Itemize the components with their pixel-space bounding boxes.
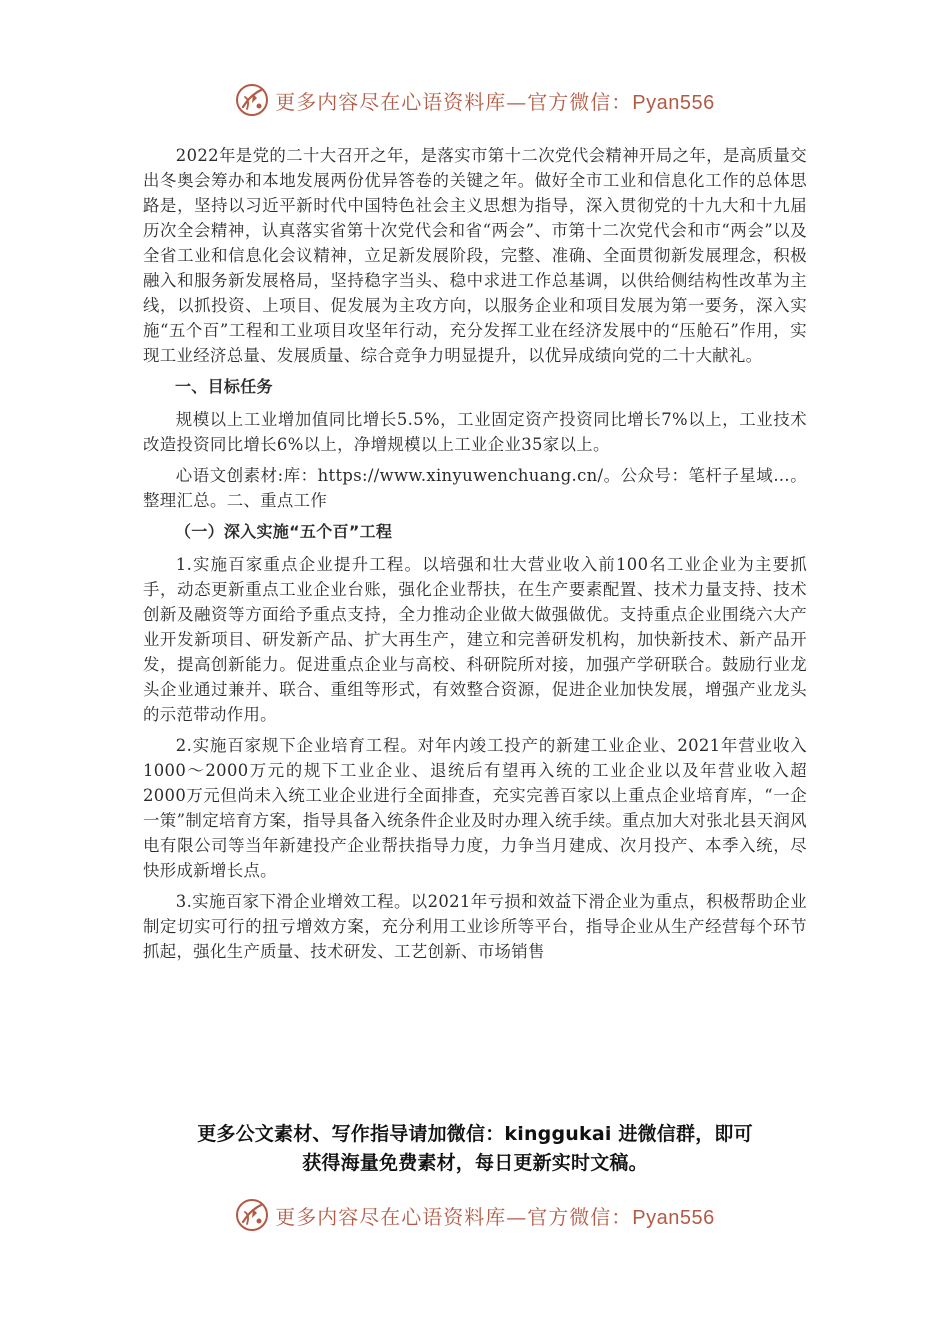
item-3-paragraph: 3.实施百家下滑企业增效工程。以2021年亏损和效益下滑企业为重点，积极帮助企业制定切实可行的扭亏增效方案，充分利用工业诊所等平台，指导企业从生产经营每个环节抓起，强化生产质量、技术研发、工艺创新、市场销售 — [143, 892, 807, 961]
header-banner — [0, 80, 950, 120]
source-note-paragraph: 心语文创素材:库：https://www.xinyuwenchuang.cn/。公众号：笔杆子星域…。整理汇总。二、重点工作 — [143, 466, 807, 510]
banner-text — [275, 1201, 714, 1230]
banner-wechat-id: Pyan556 — [632, 1206, 715, 1229]
item-2-paragraph: 2.实施百家规下企业培育工程。对年内竣工投产的新建工业企业、2021年营业收入1000～2000万元的规下工业企业、退统后有望再入统的工业企业以及年营业收入超2000万元但尚未入统工业企业进行全面排查，充实完善百家以上重点企业培育库，“一企一策”制定培育方案，指导具备入统条件企业及时办理入统手续。重点加大对张北县天润风电有限公司等当年新建投产企业帮扶指导力度，力争当月建成、次月投产、本季入统，尽快形成新增长点。 — [143, 736, 807, 880]
banner-text — [275, 86, 714, 115]
promo-notice — [143, 1120, 807, 1178]
banner-label: 更多内容尽在心语资料库—官方微信： — [275, 89, 633, 114]
banner-label: 更多内容尽在心语资料库—官方微信： — [275, 1204, 633, 1229]
section-heading-goals: 一、目标任务 — [175, 377, 273, 396]
intro-paragraph: 2022年是党的二十大召开之年，是落实市第十二次党代会精神开局之年，是高质量交出冬奥会筹办和本地发展两份优异答卷的关键之年。做好全市工业和信息化工作的总体思路是，坚持以习近平新时代中国特色社会主义思想为指导，深入贯彻党的十九大和十九届历次全会精神，认真落实省第十次党代会和省“两会”、市第十二次党代会和市“两会”以及全省工业和信息化会议精神，立足新发展阶段，完整、准确、全面贯彻新发展理念，积极融入和服务新发展格局，坚持稳字当头、稳中求进工作总基调，以供给侧结构性改革为主线，以抓投资、上项目、促发展为主攻方向，以服务企业和项目发展为第一要务，深入实施“五个百”工程和工业项目攻坚年行动，充分发挥工业在经济发展中的“压舱石”作用，实现工业经济总量、发展质量、综合竞争力明显提升，以优异成绩向党的二十大献礼。 — [143, 146, 807, 365]
document-body — [143, 143, 807, 970]
item-1-paragraph: 1.实施百家重点企业提升工程。以培强和壮大营业收入前100名工业企业为主要抓手，动态更新重点工业企业台账，强化企业帮扶，在生产要素配置、技术力量支持、技术创新及融资等方面给予重点支持，全力推动企业做大做强做优。支持重点企业围绕六大产业开发新项目、研发新产品、扩大再生产，建立和完善研发机构，加快新技术、新产品开发，提高创新能力。促进重点企业与高校、科研院所对接，加强产学研联合。鼓励行业龙头企业通过兼并、联合、重组等形式，有效整合资源，促进企业加快发展，增强产业龙头的示范带动作用。 — [143, 555, 807, 724]
footer-banner — [0, 1195, 950, 1235]
promo-line-2: 获得海量免费素材，每日更新实时文稿。 — [302, 1152, 648, 1174]
banner-wechat-id: Pyan556 — [632, 91, 715, 114]
promo-line-1: 更多公文素材、写作指导请加微信：kinggukai 进微信群，即可 — [197, 1123, 753, 1145]
targets-paragraph: 规模以上工业增加值同比增长5.5%，工业固定资产投资同比增长7%以上，工业技术改造投资同比增长6%以上，净增规模以上工业企业35家以上。 — [143, 410, 807, 454]
library-logo-icon — [235, 83, 269, 117]
library-logo-icon — [235, 1198, 269, 1232]
subsection-heading-five-hundred: （一）深入实施“五个百”工程 — [175, 522, 393, 541]
